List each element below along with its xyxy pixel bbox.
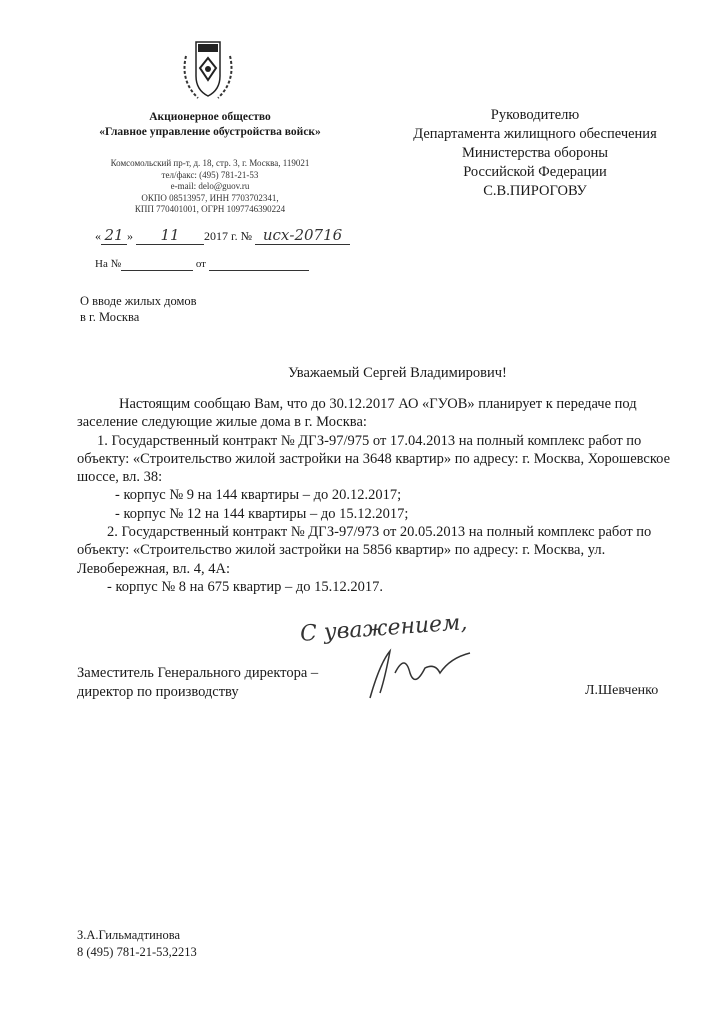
quote-close: » <box>127 229 133 243</box>
org-email: e-mail: delo@guov.ru <box>170 181 250 191</box>
handwritten-signature <box>290 608 550 708</box>
body-intro: Настоящим сообщаю Вам, что до 30.12.2017 АО «ГУОВ» планирует к передаче под заселение следующие жилые дома в г. Москва: <box>77 396 637 431</box>
date-day: 21 <box>101 226 127 245</box>
executor-name: З.А.Гильмадтинова <box>77 928 181 942</box>
signature-scribble <box>350 643 490 703</box>
greeting: Уважаемый Сергей Владимирович! <box>288 365 507 381</box>
recipient-name: С.В.ПИРОГОВУ <box>483 183 587 199</box>
org-line-2: «Главное управление обустройства войск» <box>99 126 321 138</box>
quote-open: « <box>95 229 101 243</box>
subject-line: в г. Москва <box>80 310 140 324</box>
handwritten-regards: С уважением, <box>299 610 469 647</box>
org-address: Комсомольский пр-т, д. 18, стр. 3, г. Москва, 119021 <box>110 158 310 168</box>
recipient-line: Департамента жилищного обеспечения <box>413 126 657 142</box>
position-line: Заместитель Генерального директора – <box>77 665 319 681</box>
signatory-name: Л.Шевченко <box>585 683 659 698</box>
recipient-block <box>385 106 685 201</box>
date-month: 11 <box>136 226 204 245</box>
org-phone: тел/факс: (495) 781-21-53 <box>161 169 259 180</box>
ref-number-label: На № <box>95 258 122 270</box>
recipient-line: Министерства обороны <box>462 145 608 161</box>
organization-name <box>60 110 360 140</box>
org-line-1: Акционерное общество <box>149 111 271 123</box>
recipient-line: Российской Федерации <box>463 164 607 180</box>
org-okpo: ОКПО 08513957, ИНН 7703702341, <box>141 192 279 203</box>
org-kpp: КПП 770401001, ОГРН 1097746390224 <box>134 204 286 214</box>
company-logo <box>178 36 238 108</box>
signatory-position <box>77 664 318 702</box>
position-line: директор по производству <box>77 684 239 700</box>
subject-line: О вводе жилых домов <box>80 294 197 308</box>
recipient-line: Руководителю <box>490 107 580 123</box>
list-item: 1. Государственный контракт № ДГЗ-97/975 от 17.04.2013 на полный комплекс работ по объекту: «Строительство жилой застройки на 3648 квартир» по адресу: г. Москва, Хорошевское шоссе, вл. 38: <box>77 432 670 486</box>
org-contacts <box>60 158 360 216</box>
list-item: 2. Государственный контракт № ДГЗ-97/973 от 20.05.2013 на полный комплекс работ по объекту: «Строительство жилой застройки на 5856 квартир» по адресу: г. Москва, ул. Левобережная, вл. 4, 4А: <box>77 524 652 577</box>
list-subitem: - корпус № 12 на 144 квартиры – до 15.12.2017; <box>115 505 409 522</box>
executor-phone: 8 (495) 781-21-53,2213 <box>77 945 197 959</box>
list-subitem: - корпус № 9 на 144 квартиры – до 20.12.2017; <box>115 487 402 504</box>
letter-body <box>77 395 677 596</box>
list-subitem: - корпус № 8 на 675 квартир – до 15.12.2017. <box>107 578 384 595</box>
ref-from-label: от <box>195 258 206 270</box>
reference-line <box>95 258 309 271</box>
date-year: 2017 г. № <box>204 229 253 243</box>
executor-info <box>77 927 197 961</box>
document-date-line <box>95 226 350 245</box>
document-number: исх-20716 <box>255 226 350 245</box>
subject <box>80 293 197 325</box>
